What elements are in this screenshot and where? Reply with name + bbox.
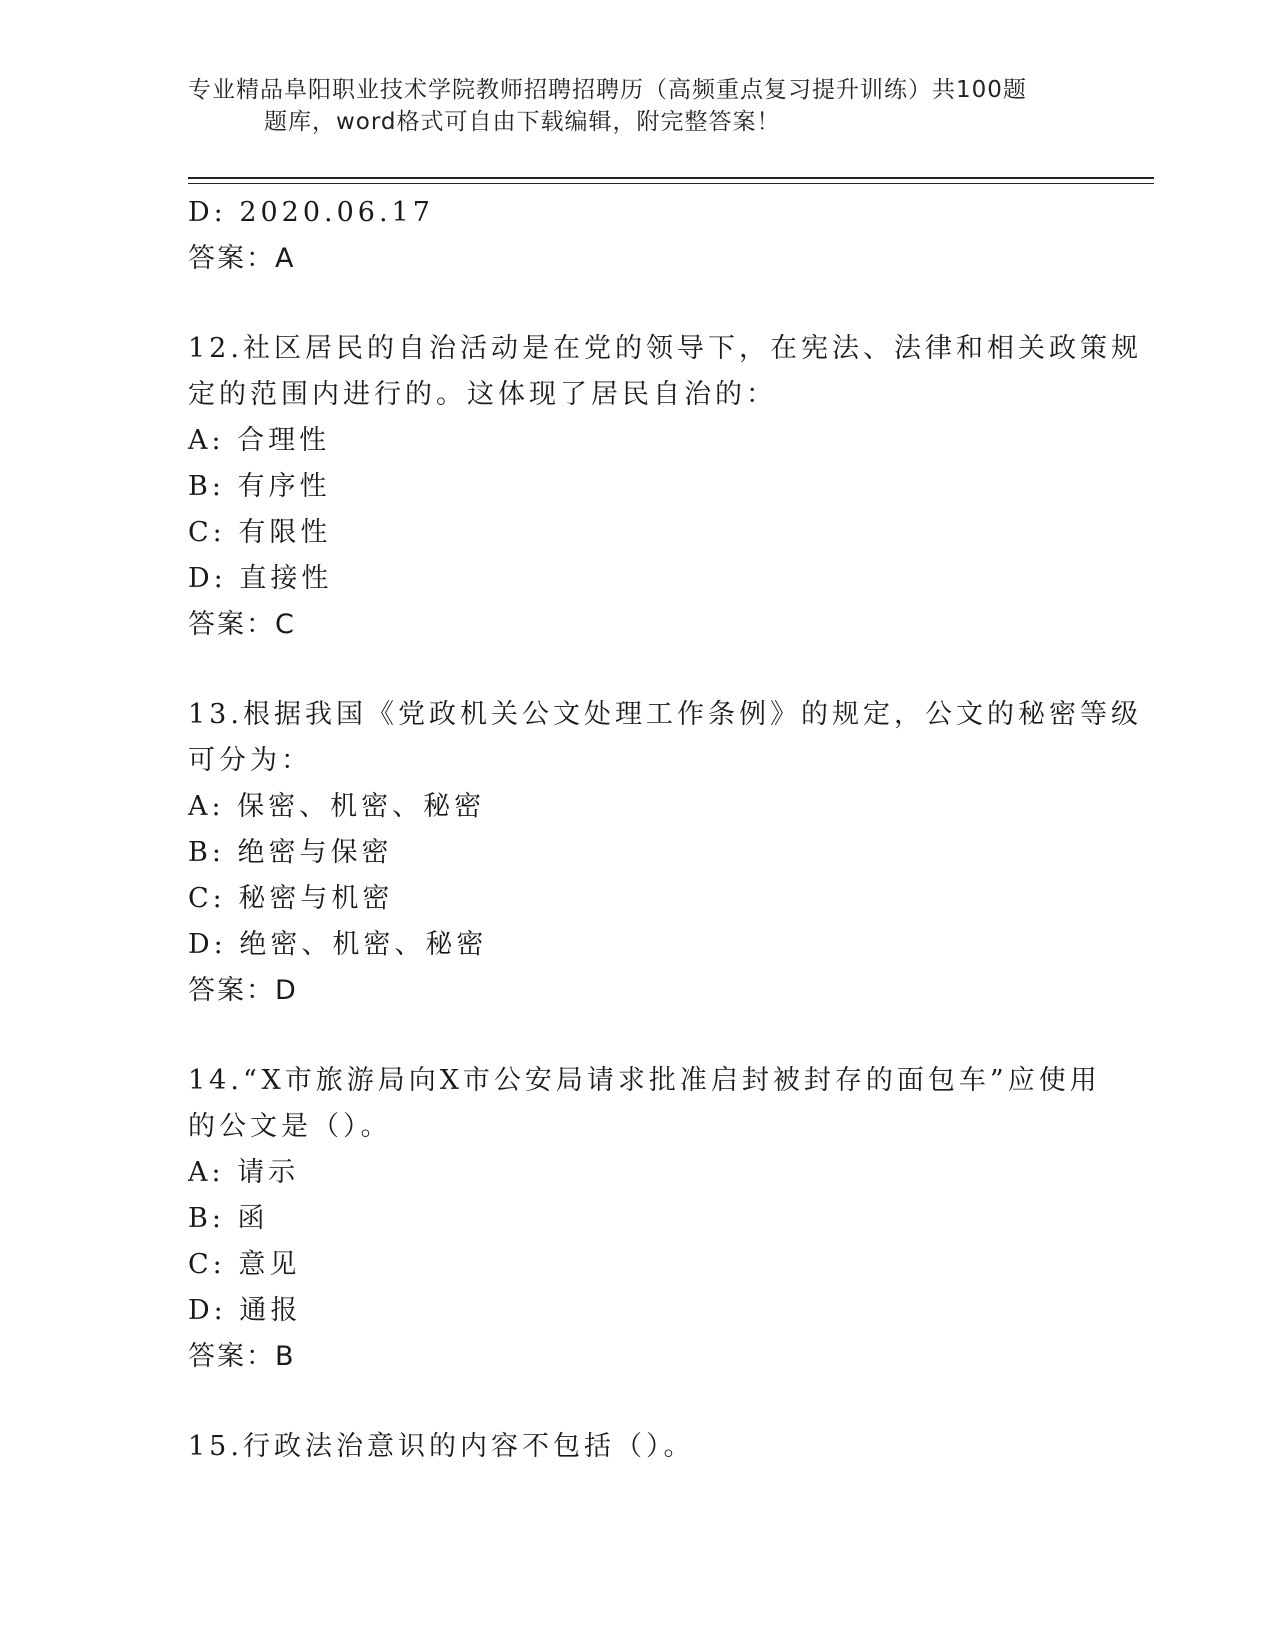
question-stem: 的公文是（）。 (188, 1111, 392, 1142)
question-stem: 12.社区居民的自治活动是在党的领导下，在宪法、法律和相关政策规 (188, 333, 1142, 364)
header-divider-thin (188, 183, 1154, 184)
option-a: A: 请示 (188, 1157, 300, 1188)
option-d: D: 绝密、机密、秘密 (188, 929, 488, 960)
option-c: C: 意见 (188, 1249, 301, 1280)
question-stem: 可分为： (188, 745, 312, 776)
option-b: B: 绝密与保密 (188, 837, 393, 868)
option-a: A: 保密、机密、秘密 (188, 791, 486, 822)
header-title-line1: 专业精品阜阳职业技术学院教师招聘招聘历（高频重点复习提升训练）共100题 (188, 77, 1027, 103)
option-d: D: 2020.06.17 (188, 197, 434, 228)
option-c: C: 秘密与机密 (188, 883, 394, 914)
question-stem: 定的范围内进行的。这体现了居民自治的： (188, 379, 777, 410)
answer-line: 答案：A (188, 243, 296, 274)
option-c: C: 有限性 (188, 517, 332, 548)
answer-line: 答案：D (188, 975, 298, 1006)
answer-line: 答案：C (188, 609, 296, 640)
option-d: D: 直接性 (188, 563, 333, 594)
document-header (188, 74, 1068, 138)
question-14 (188, 1058, 1101, 1380)
question-stem: 14.“X市旅游局向X市公安局请求批准启封被封存的面包车”应使用 (188, 1065, 1101, 1096)
question-13 (188, 692, 1142, 1014)
header-title-line2: 题库，word格式可自由下载编辑，附完整答案！ (264, 109, 781, 135)
document-body (188, 190, 1142, 1470)
question-15 (188, 1424, 1088, 1470)
question-12 (188, 326, 1142, 648)
question-stem: 13.根据我国《党政机关公文处理工作条例》的规定，公文的秘密等级 (188, 699, 1142, 730)
header-divider-thick (188, 177, 1154, 179)
option-a: A: 合理性 (188, 425, 331, 456)
answer-line: 答案：B (188, 1341, 296, 1372)
option-d: D: 通报 (188, 1295, 302, 1326)
question-stem: 15.行政法治意识的内容不包括（）。 (188, 1431, 695, 1462)
option-b: B: 有序性 (188, 471, 331, 502)
option-b: B: 函 (188, 1203, 269, 1234)
